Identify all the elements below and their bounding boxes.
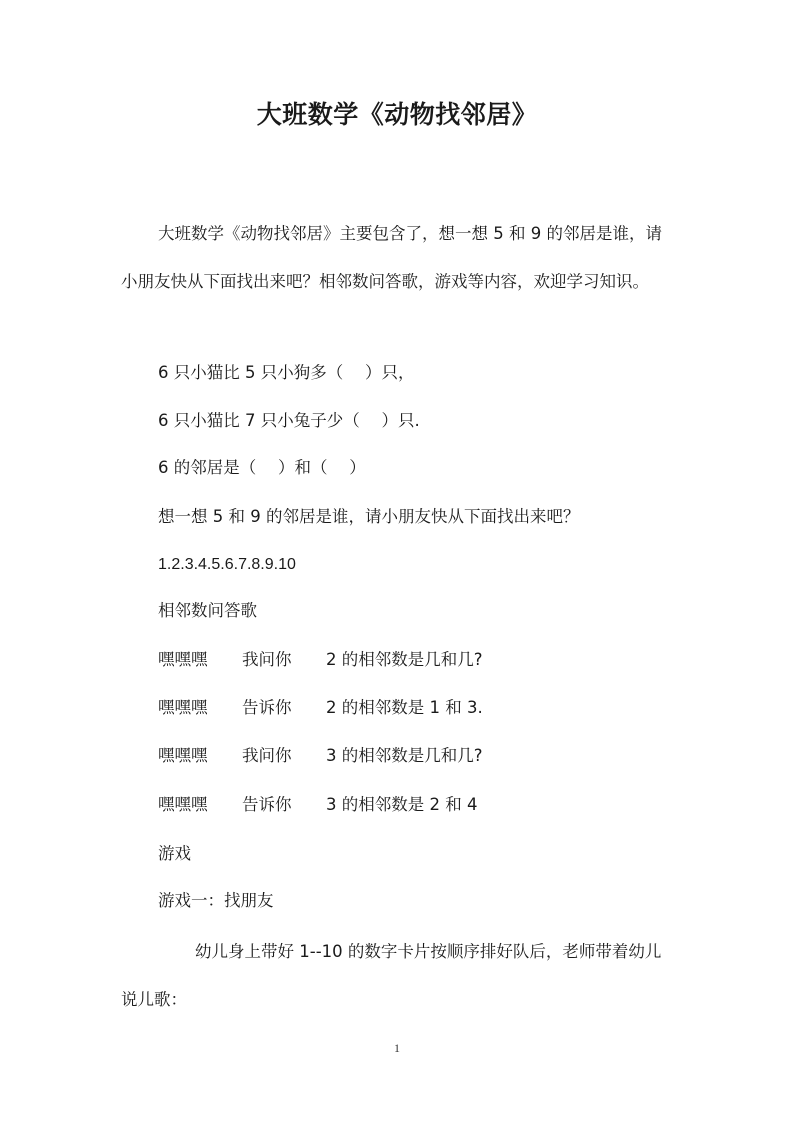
game-heading: 游戏: [158, 844, 191, 863]
page-number: 1: [394, 1041, 400, 1055]
song-row-call: 嘿嘿嘿: [158, 698, 208, 717]
song-row-text: 2 的相邻数是 1 和 3.: [326, 698, 483, 717]
song-row-verb: 我问你: [242, 650, 292, 669]
intro-paragraph: 大班数学《动物找邻居》主要包含了，想一想 5 和 9 的邻居是谁，请小朋友快从下面找出来吧？相邻数问答歌，游戏等内容，欢迎学习知识。: [121, 224, 662, 291]
song-row: [158, 744, 483, 768]
number-sequence: 1.2.3.4.5.6.7.8.9.10: [158, 556, 296, 573]
song-row-call: 嘿嘿嘿: [158, 650, 208, 669]
question-2: 6 只小猫比 7 只小兔子少（ ）只.: [158, 411, 420, 430]
song-row: [158, 696, 483, 720]
document-title: 大班数学《动物找邻居》: [256, 100, 538, 129]
song-row: [158, 793, 477, 817]
game-one-paragraph: 幼儿身上带好 1--10 的数字卡片按顺序排好队后，老师带着幼儿说儿歌：: [121, 942, 662, 1009]
song-row-verb: 我问你: [242, 746, 292, 765]
song-row-text: 2 的相邻数是几和几?: [326, 650, 483, 669]
neighbor-prompt: 想一想 5 和 9 的邻居是谁，请小朋友快从下面找出来吧？: [158, 507, 580, 526]
song-row-verb: 告诉你: [242, 698, 292, 717]
song-heading: 相邻数问答歌: [158, 601, 257, 620]
song-row-verb: 告诉你: [242, 795, 292, 814]
song-row-text: 3 的相邻数是几和几?: [326, 746, 483, 765]
question-1: 6 只小猫比 5 只小狗多（ ）只，: [158, 363, 415, 382]
song-row-call: 嘿嘿嘿: [158, 795, 208, 814]
question-3: 6 的邻居是（ ）和（ ）: [158, 458, 366, 477]
song-row: [158, 648, 483, 672]
song-row-call: 嘿嘿嘿: [158, 746, 208, 765]
song-row-text: 3 的相邻数是 2 和 4: [326, 795, 478, 814]
game-one-heading: 游戏一：找朋友: [158, 891, 274, 910]
